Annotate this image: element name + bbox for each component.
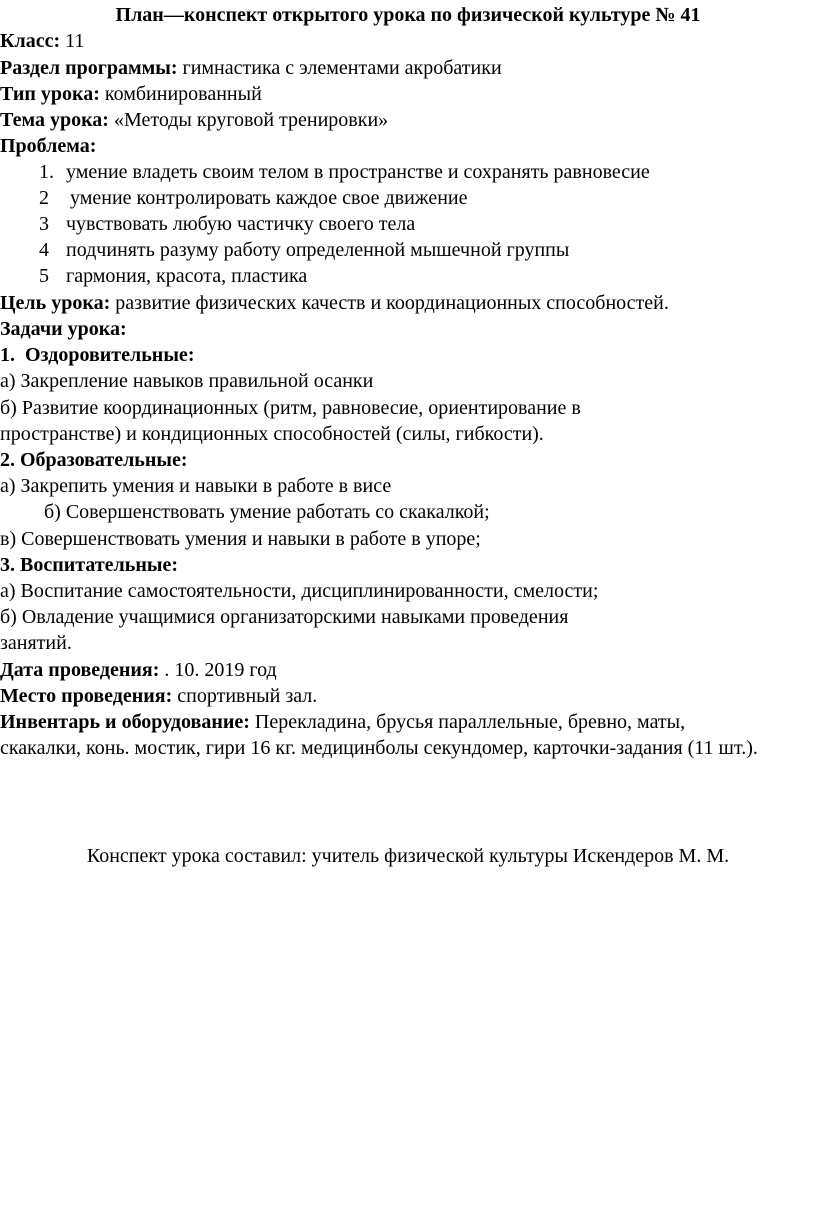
class-label: Класс: xyxy=(0,30,61,52)
problem-text: умение владеть своим телом в пространстве и сохранять равновесие xyxy=(66,161,650,183)
upbringing-heading-text: 3. Воспитательные: xyxy=(0,554,178,576)
problem-number: 3 xyxy=(39,213,49,235)
place-value: спортивный зал. xyxy=(172,685,318,707)
problem-text: чувствовать любую частичку своего тела xyxy=(66,213,416,235)
problem-text: подчинять разуму работу определенной мышечной группы xyxy=(66,239,570,261)
problem-number: 2 xyxy=(39,187,49,209)
health-heading-text: 1. Оздоровительные: xyxy=(0,344,195,366)
topic-row xyxy=(0,107,388,133)
topic-label: Тема урока: xyxy=(0,109,109,131)
document-title: План—конспект открытого урока по физической культуре № 41 xyxy=(115,4,701,26)
section-value: гимнастика с элементами акробатики xyxy=(177,57,502,79)
goal-row xyxy=(0,290,669,316)
goal-label: Цель урока: xyxy=(0,292,111,314)
tasks-heading xyxy=(0,316,127,342)
upbringing-item-a: а) Воспитание самостоятельности, дисциплинированности, смелости; xyxy=(0,580,599,602)
section-row xyxy=(0,55,502,81)
place-row xyxy=(0,683,317,709)
education-heading-text: 2. Образовательные: xyxy=(0,449,188,471)
place-label: Место проведения: xyxy=(0,685,173,707)
equipment-value-line1: Перекладина, брусья параллельные, бревно, маты, xyxy=(249,711,686,733)
goal-value: развитие физических качеств и координационных способностей. xyxy=(110,292,669,314)
date-row xyxy=(0,657,277,683)
upbringing-heading xyxy=(0,552,178,578)
tasks-label: Задачи урока: xyxy=(0,318,127,340)
section-label: Раздел программы: xyxy=(0,57,178,79)
problem-text: гармония, красота, пластика xyxy=(66,265,308,287)
education-item-a: а) Закрепить умения и навыки в работе в висе xyxy=(0,475,392,497)
equipment-label: Инвентарь и оборудование: xyxy=(0,711,250,733)
education-item-c: в) Совершенствовать умения и навыки в работе в упоре; xyxy=(0,528,481,550)
lesson-type-label: Тип урока: xyxy=(0,83,100,105)
equipment-value-line2: скакалки, конь. мостик, гири 16 кг. медицинболы секундомер, карточки-задания (11 шт.). xyxy=(0,737,758,759)
upbringing-item-b-line2: занятий. xyxy=(0,632,72,654)
topic-value: «Методы круговой тренировки» xyxy=(108,109,389,131)
health-item-a: а) Закрепление навыков правильной осанки xyxy=(0,370,374,392)
lesson-type-value: комбинированный xyxy=(99,83,262,105)
education-item-b: б) Совершенствовать умение работать со скакалкой; xyxy=(44,501,490,523)
date-label: Дата проведения: xyxy=(0,659,160,681)
upbringing-item-b-line1: б) Овладение учащимися организаторскими навыками проведения xyxy=(0,606,569,628)
author-note: Конспект урока составил: учитель физической культуры Искендеров М. М. xyxy=(86,845,730,867)
education-heading xyxy=(0,447,188,473)
problem-number: 5 xyxy=(39,265,49,287)
problem-label: Проблема: xyxy=(0,135,97,157)
class-row xyxy=(0,28,84,54)
equipment-row xyxy=(0,709,685,735)
problem-text: умение контролировать каждое свое движение xyxy=(70,187,468,209)
class-value: 11 xyxy=(60,30,85,52)
problem-heading xyxy=(0,133,96,159)
problem-number: 1. xyxy=(39,161,54,183)
health-item-b-line1: б) Развитие координационных (ритм, равновесие, ориентирование в xyxy=(0,397,581,419)
health-heading xyxy=(0,342,194,368)
health-item-b-line2: пространстве) и кондиционных способностей (силы, гибкости). xyxy=(0,423,544,445)
problem-number: 4 xyxy=(39,239,49,261)
date-value: . 10. 2019 год xyxy=(159,659,277,681)
lesson-type-row xyxy=(0,81,262,107)
